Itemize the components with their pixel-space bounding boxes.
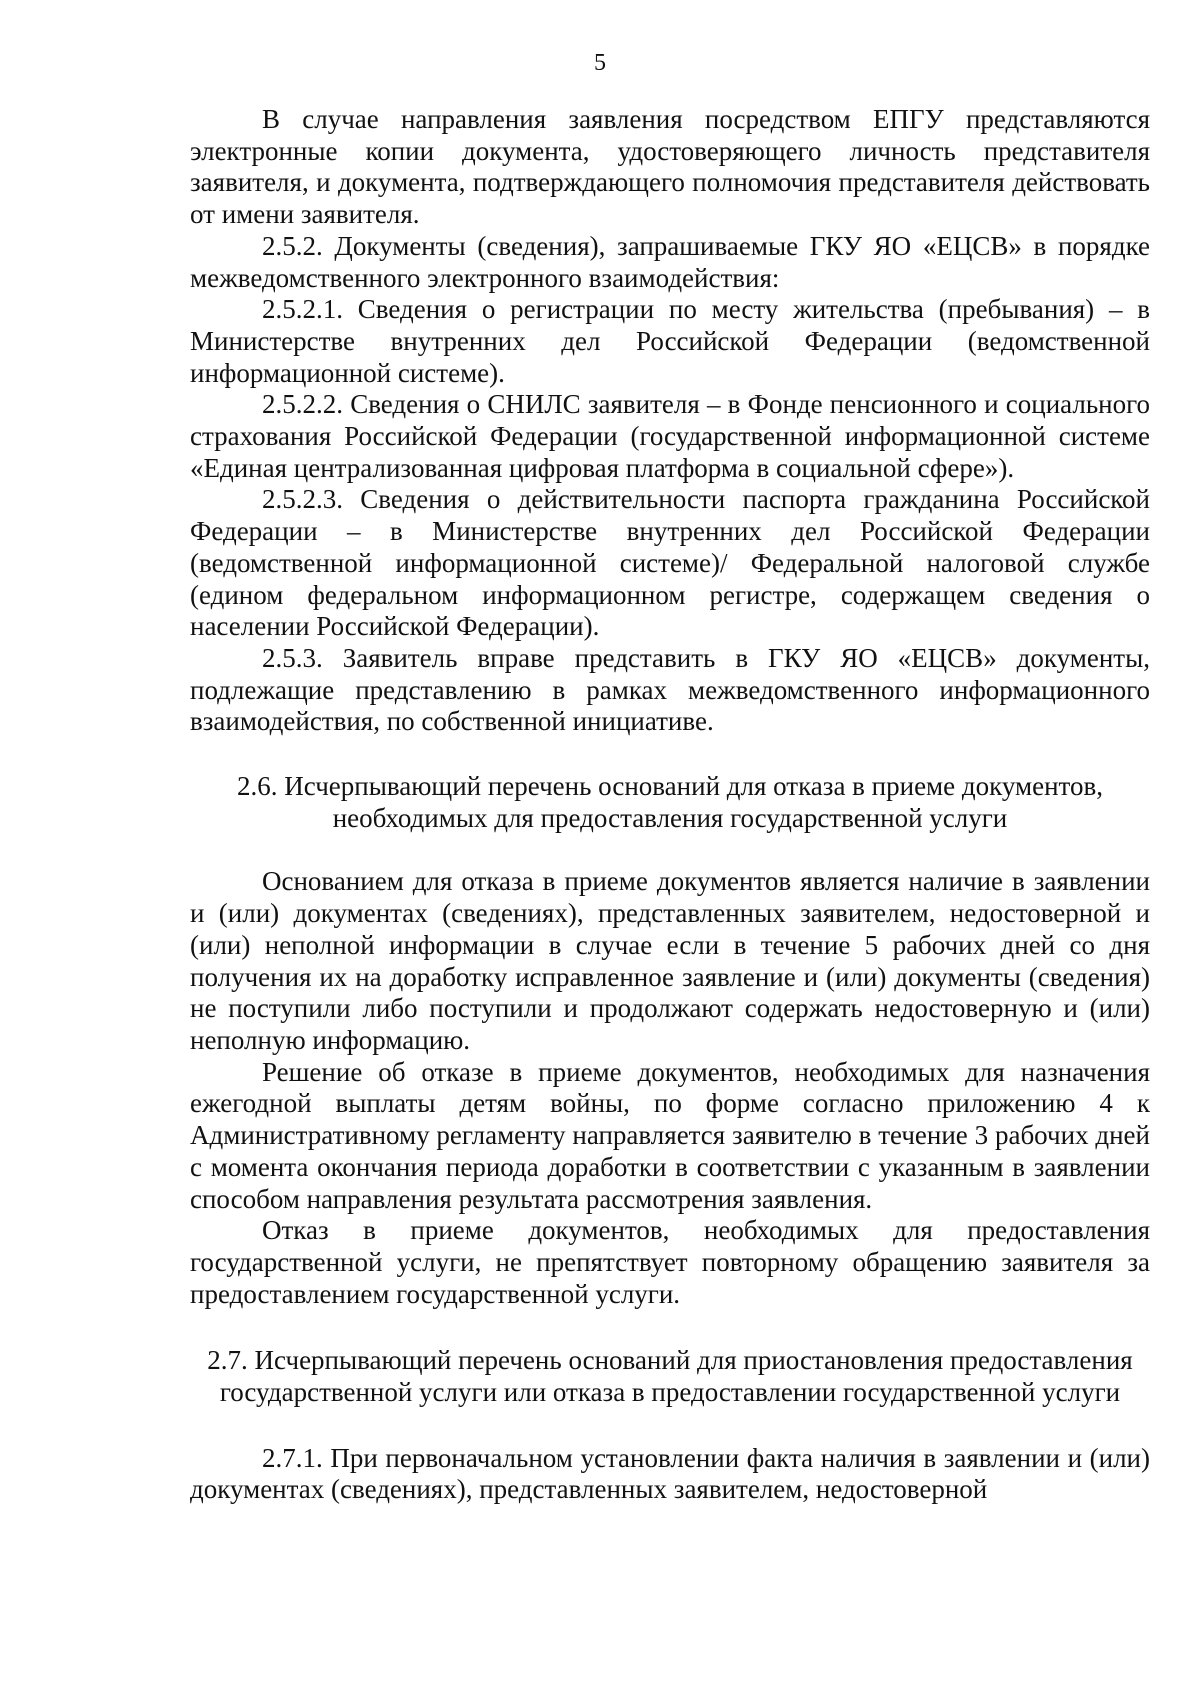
paragraph: Отказ в приеме документов, необходимых для предоставления государственной услуги, не препятствует повторному обращению заявителя за предоставлением государственной услуги. [190,1215,1150,1309]
section-heading-2-7: 2.7. Исчерпывающий перечень оснований для приостановления предоставления государственной услуги или отказа в предоставлении государственной услуги [207,1345,1133,1408]
section-heading-2-6: 2.6. Исчерпывающий перечень оснований для отказа в приеме документов, необходимых для предоставления государственной услуги [237,771,1103,833]
document-body [190,104,1150,1506]
paragraph: 2.5.2.2. Сведения о СНИЛС заявителя – в Фонде пенсионного и социального страхования Российской Федерации (государственной информационной системе «Единая централизованная цифровая платформа в социальной сфере»). [190,389,1150,483]
paragraph: 2.5.2. Документы (сведения), запрашиваемые ГКУ ЯО «ЕЦСВ» в порядке межведомственного электронного взаимодействия: [190,230,1150,293]
paragraph: 2.5.3. Заявитель вправе представить в ГКУ ЯО «ЕЦСВ» документы, подлежащие представлению в рамках межведомственного информационного взаимодействия, по собственной инициативе. [190,642,1150,737]
page-number: 5 [594,50,606,76]
paragraph: Решение об отказе в приеме документов, необходимых для назначения ежегодной выплаты детям войны, по форме согласно приложению 4 к Административному регламенту направляется заявителю в течение 3 рабочих дней с момента окончания периода доработки в соответствии с указанным в заявлении способом направления результата рассмотрения заявления. [190,1056,1150,1214]
paragraph: В случае направления заявления посредством ЕПГУ представляются электронные копии документа, удостоверяющего личность представителя заявителя, и документа, подтверждающего полномочия представителя действовать от имени заявителя. [190,104,1150,230]
paragraph: Основанием для отказа в приеме документов является наличие в заявлении и (или) документах (сведениях), представленных заявителем, недостоверной и (или) неполной информации в случае если в течение 5 рабочих дней со дня получения их на доработку исправленное заявление и (или) документы (сведения) не поступили либо поступили и продолжают содержать недостоверную и (или) неполную информацию. [190,866,1150,1055]
paragraph: 2.7.1. При первоначальном установлении факта наличия в заявлении и (или) документах (сведениях), представленных заявителем, недостоверной [190,1442,1150,1505]
paragraph: 2.5.2.1. Сведения о регистрации по месту жительства (пребывания) – в Министерстве внутренних дел Российской Федерации (ведомственной информационной системе). [190,294,1150,388]
paragraph: 2.5.2.3. Сведения о действительности паспорта гражданина Российской Федерации – в Министерстве внутренних дел Российской Федерации (ведомственной информационной системе)/ Федеральной налоговой службе (едином федеральном информационном регистре, содержащем сведения о населении Российской Федерации). [190,484,1150,642]
